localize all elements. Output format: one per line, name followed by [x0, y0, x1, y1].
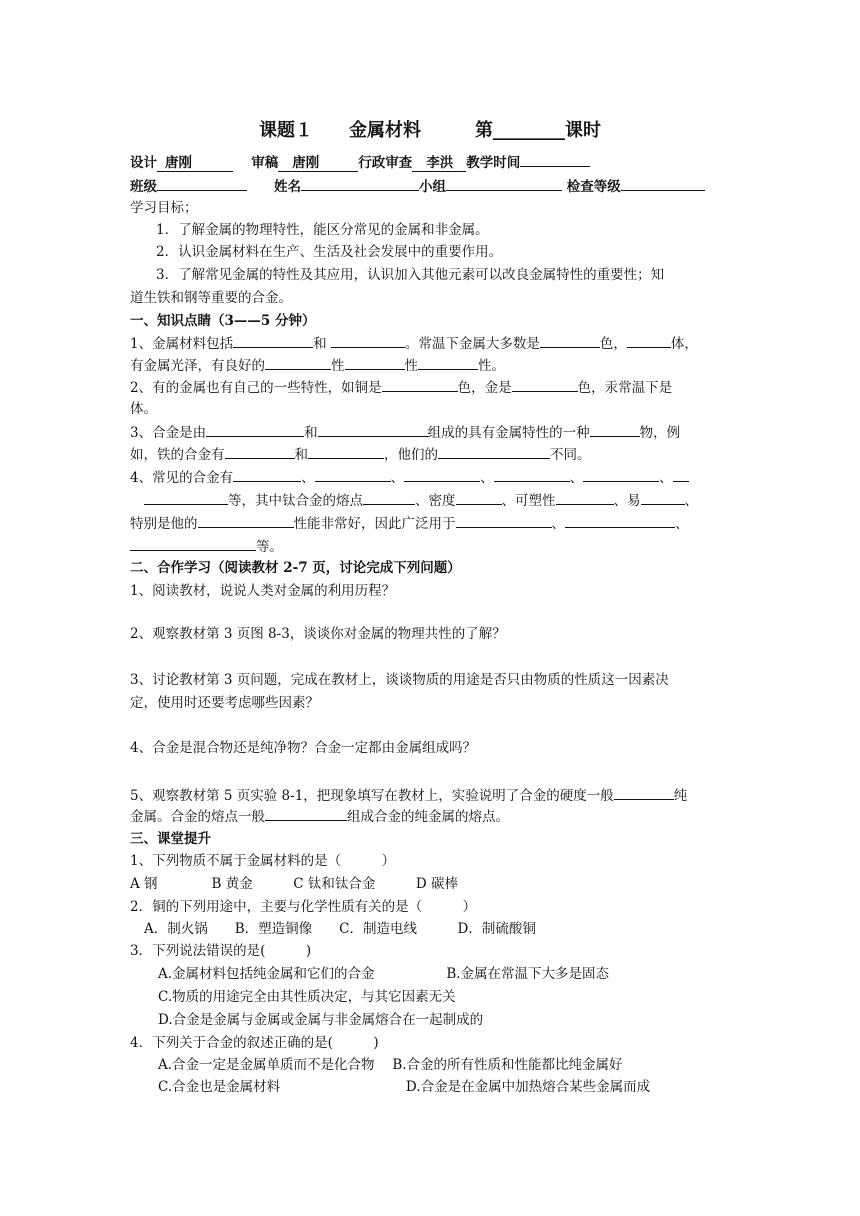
- text-segment: 、: [480, 470, 494, 486]
- options-line: A.合金一定是金属单质而不是化合物 B.合金的所有性质和性能都比纯金属好: [158, 1057, 623, 1073]
- answer-blank: [565, 513, 675, 528]
- question-line: [130, 536, 283, 557]
- text-segment: 色，: [599, 336, 627, 352]
- answer-blank: [318, 422, 428, 437]
- answer-blank: [331, 333, 405, 348]
- answer-blank: [363, 490, 415, 505]
- text-segment: 性能非常好，因此广泛用于: [293, 516, 456, 532]
- text-segment: 性: [404, 358, 418, 374]
- question-line: [130, 490, 698, 511]
- text-segment: 纯: [673, 788, 688, 804]
- answer-blank: [382, 377, 458, 392]
- text-segment: 组成的具有金属特性的一种: [427, 425, 590, 441]
- text-segment: 、: [551, 516, 565, 532]
- name-blank: [301, 176, 419, 191]
- text-segment: 、易: [613, 493, 641, 509]
- options-line: C.合金也是金属材料 D.合金是在金属中加热熔合某些金属而成: [158, 1079, 651, 1095]
- header-class-line: [130, 176, 705, 197]
- text-segment: 性。: [478, 358, 505, 374]
- answer-blank: [456, 490, 502, 505]
- question-line: 1、阅读教材，说说人类对金属的利用历程？: [130, 583, 396, 599]
- answer-blank: [315, 467, 391, 482]
- class-label: 班级: [130, 179, 157, 195]
- answer-blank: [233, 333, 313, 348]
- text-segment: 性: [331, 358, 345, 374]
- page-title: 课题１ 金属材料 第________课时: [259, 120, 601, 141]
- answer-blank: [225, 444, 295, 459]
- name-label: 姓名: [274, 179, 301, 195]
- question-line: [130, 467, 689, 488]
- answer-blank: [456, 513, 552, 528]
- question-line: [130, 422, 680, 443]
- section-heading: 一、知识点睛（3——5 分钟）: [130, 313, 316, 329]
- answer-blank: [233, 467, 301, 482]
- text-segment: 金属。合金的熔点一般: [130, 809, 265, 825]
- answer-blank: [590, 422, 640, 437]
- question-line: 定，使用时还要考虑哪些因素？: [130, 695, 319, 711]
- answer-blank: [583, 467, 659, 482]
- text-segment: 如，铁的合金有: [130, 447, 225, 463]
- answer-blank: [308, 444, 384, 459]
- section-heading: 二、合作学习（阅读教材 2-7 页，讨论完成下列问题）: [130, 560, 461, 576]
- question-line: [130, 806, 509, 827]
- grade-blank: [621, 176, 705, 191]
- question-line: 4．下列关于合金的叙述正确的是( ): [130, 1035, 379, 1051]
- question-line: 3．下列说法错误的是( ): [130, 943, 312, 959]
- answer-blank: [627, 333, 671, 348]
- text-segment: ，他们的: [384, 447, 438, 463]
- objective-item: 道生铁和钢等重要的合金。: [130, 290, 292, 306]
- text-segment: 特别是他的: [130, 516, 198, 532]
- options-line: A．制火锅 B．塑造铜像 C．制造电线 D．制硫酸铜: [144, 921, 536, 937]
- text-segment: 和: [313, 336, 331, 352]
- options-line: A.金属材料包括纯金属和它们的合金 B.金属在常温下大多是固态: [158, 966, 610, 982]
- question-line: 1、下列物质不属于金属材料的是（ ）: [130, 853, 396, 869]
- text-segment: 、: [659, 470, 673, 486]
- question-line: [130, 355, 505, 376]
- text-segment: 、: [301, 470, 315, 486]
- section-heading: 三、课堂提升: [130, 831, 211, 847]
- answer-blank: [418, 355, 478, 370]
- group-blank: [446, 176, 562, 191]
- answer-blank: [265, 806, 347, 821]
- header-info-line: [130, 152, 590, 173]
- text-segment: 5、观察教材第 5 页实验 8-1，把现象填写在教材上，实验说明了合金的硬度一般: [130, 788, 614, 804]
- question-line: 2、观察教材第 3 页图 8-3，谈谈你对金属的物理共性的了解？: [130, 626, 506, 642]
- answer-blank: [673, 467, 689, 482]
- objective-item: 1．了解金属的物理特性，能区分常见的金属和非金属。: [156, 222, 489, 238]
- text-segment: 色，汞常温下是: [577, 380, 673, 396]
- question-line: 3、讨论教材第 3 页问题，完成在教材上，谈谈物质的用途是否只由物质的性质这一因素决: [130, 672, 669, 688]
- admin-label: 行政审查: [358, 155, 413, 171]
- review-label: 审稿: [251, 155, 279, 171]
- answer-blank: [438, 444, 550, 459]
- objectives-heading: 学习目标；: [130, 200, 198, 216]
- answer-blank: [198, 513, 294, 528]
- text-segment: 等，其中钛合金的熔点: [228, 493, 363, 509]
- question-line: [130, 377, 672, 398]
- text-segment: 有金属光泽，有良好的: [130, 358, 265, 374]
- answer-blank: [614, 785, 674, 800]
- text-segment: 1、金属材料包括: [130, 336, 234, 352]
- text-segment: 体，: [670, 336, 698, 352]
- text-segment: 2、有的金属也有自己的一些特性，如铜是: [130, 380, 382, 396]
- answer-blank: [265, 355, 331, 370]
- options-line: C.物质的用途完全由其性质决定，与其它因素无关: [158, 989, 456, 1005]
- text-segment: 、: [684, 493, 698, 509]
- text-segment: 、: [675, 516, 689, 532]
- objective-item: 2．认识金属材料在生产、生活及社会发展中的重要作用。: [156, 244, 503, 260]
- designer-field: 唐刚: [157, 155, 233, 172]
- text-segment: 色，金是: [457, 380, 512, 396]
- options-line: D.合金是金属与金属或金属与非金属熔合在一起制成的: [158, 1012, 484, 1028]
- question-line: [130, 513, 689, 534]
- question-line: 4、合金是混合物还是纯净物？合金一定都由金属组成吗？: [130, 740, 477, 756]
- text-segment: 和: [304, 425, 318, 441]
- reviewer-field: 唐刚: [278, 155, 358, 172]
- answer-blank: [144, 490, 228, 505]
- answer-blank: [404, 467, 480, 482]
- grade-label: 检查等级: [566, 179, 621, 195]
- question-line: 2．铜的下列用途中，主要与化学性质有关的是（ ）: [130, 899, 477, 915]
- text-segment: 和: [294, 447, 308, 463]
- answer-blank: [641, 490, 685, 505]
- text-segment: 。常温下金属大多数是: [404, 336, 540, 352]
- text-segment: 组成合金的纯金属的熔点。: [347, 809, 509, 825]
- question-line: [130, 785, 687, 806]
- text-segment: 3、合金是由: [130, 425, 207, 441]
- text-segment: 4、常见的合金有: [130, 470, 234, 486]
- time-label: 教学时间: [466, 155, 521, 171]
- group-label: 小组: [419, 179, 446, 195]
- text-segment: 不同。: [550, 447, 591, 463]
- text-segment: 、: [569, 470, 584, 486]
- answer-blank: [345, 355, 405, 370]
- objective-item: 3．了解常见金属的特性及其应用，认识加入其他元素可以改良金属特性的重要性；知: [156, 267, 665, 283]
- text-segment: 物，例: [639, 425, 681, 441]
- text-segment: 、: [390, 470, 405, 486]
- design-label: 设计: [130, 155, 157, 171]
- text-segment: 、密度: [415, 493, 456, 509]
- answer-blank: [206, 422, 304, 437]
- admin-field: 李洪: [412, 155, 466, 172]
- question-line: [130, 333, 698, 354]
- time-blank: [520, 152, 590, 167]
- class-blank: [157, 176, 247, 191]
- question-line: 体。: [130, 401, 157, 417]
- answer-blank: [556, 490, 614, 505]
- text-segment: 等。: [256, 539, 283, 555]
- answer-blank: [494, 467, 570, 482]
- question-line: [130, 444, 591, 465]
- answer-blank: [130, 536, 256, 551]
- answer-blank: [540, 333, 600, 348]
- options-line: A 钢 B 黄金 C 钛和钛合金 D 碳棒: [130, 876, 458, 892]
- text-segment: 、可塑性: [501, 493, 556, 509]
- answer-blank: [512, 377, 578, 392]
